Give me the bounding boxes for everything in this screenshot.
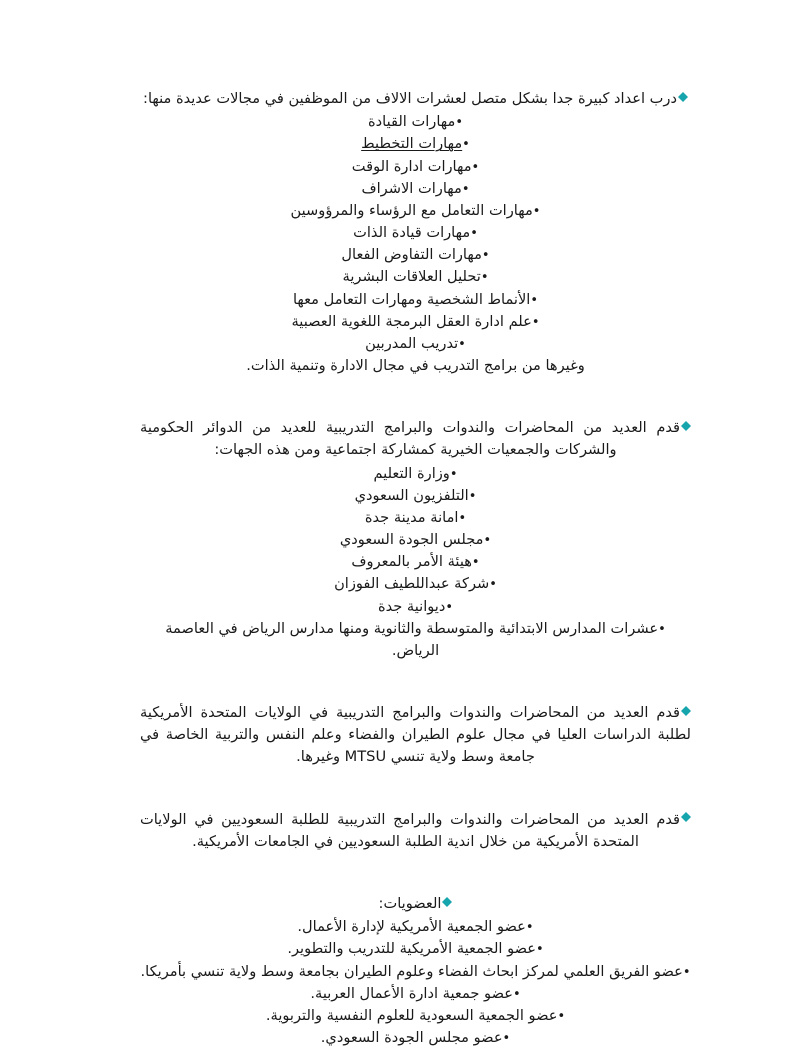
section-lead-paragraph bbox=[140, 88, 691, 110]
dot-bullet-icon: • bbox=[530, 292, 539, 308]
dot-bullet-icon: • bbox=[682, 964, 691, 980]
dot-bullet-icon: • bbox=[536, 942, 544, 958]
list-item-label: مهارات الاشراف bbox=[361, 179, 462, 197]
list-item bbox=[140, 133, 691, 155]
list-item-label: امانة مدينة جدة bbox=[364, 508, 459, 526]
dot-bullet-icon: • bbox=[532, 203, 541, 219]
list-item-label: عضو مجلس الجودة السعودي. bbox=[320, 1029, 503, 1047]
document-body bbox=[140, 88, 691, 1049]
list-item-label: عضو الجمعية السعودية للعلوم النفسية والتربوية. bbox=[265, 1006, 558, 1024]
section-lead-paragraph bbox=[140, 893, 691, 915]
list-item-label: تدريب المدربين bbox=[365, 334, 459, 352]
dot-bullet-icon: • bbox=[531, 314, 540, 330]
list-item bbox=[140, 244, 691, 266]
list-item bbox=[140, 463, 691, 485]
section-training-experience bbox=[140, 88, 691, 377]
list-item bbox=[140, 983, 691, 1005]
section-lead-paragraph bbox=[140, 809, 691, 853]
section-lectures-saudi bbox=[140, 417, 691, 662]
saudi-organizations-list bbox=[140, 463, 691, 663]
diamond-bullet-icon bbox=[678, 87, 688, 97]
list-item bbox=[140, 156, 691, 178]
dot-bullet-icon: • bbox=[458, 510, 467, 526]
section-spacer bbox=[140, 789, 691, 809]
dot-bullet-icon: • bbox=[658, 621, 666, 637]
list-item-label: مهارات ادارة الوقت bbox=[351, 157, 472, 175]
list-item-label: مجلس الجودة السعودي bbox=[339, 531, 484, 549]
diamond-bullet-icon bbox=[681, 416, 691, 426]
list-item bbox=[140, 200, 691, 222]
section-lead-text: العضويات: bbox=[378, 894, 442, 912]
section-lead-paragraph bbox=[140, 702, 691, 769]
list-item-label: هيئة الأمر بالمعروف bbox=[351, 553, 472, 571]
list-item bbox=[140, 507, 691, 529]
list-item bbox=[140, 551, 691, 573]
diamond-bullet-icon bbox=[681, 701, 691, 711]
list-item bbox=[140, 311, 691, 333]
list-item-label: عضو الفريق العلمي لمركز ابحاث الفضاء وعلوم الطيران بجامعة وسط ولاية تنسي بأمريكا. bbox=[140, 962, 683, 980]
list-item bbox=[140, 266, 691, 288]
list-item bbox=[140, 916, 691, 938]
list-item bbox=[140, 596, 691, 618]
list-item-label: مهارات التعامل مع الرؤساء والمرؤوسين bbox=[290, 201, 533, 219]
list-item bbox=[140, 222, 691, 244]
list-item bbox=[140, 573, 691, 595]
section-lead-paragraph bbox=[140, 417, 691, 461]
list-item-label: مهارات قيادة الذات bbox=[353, 224, 471, 242]
section-spacer bbox=[140, 397, 691, 417]
training-topics-list bbox=[140, 111, 691, 355]
list-item bbox=[140, 529, 691, 551]
dot-bullet-icon: • bbox=[458, 336, 466, 352]
list-item-label: التلفزيون السعودي bbox=[354, 486, 469, 504]
section-lead-text: قدم العديد من المحاضرات والندوات والبرامج التدريبية في الولايات المتحدة الأمريكية لطلبة الدراسات العليا في مجال علوم الطيران والفضاء وعلم النفس والتربية الخاصة في جامعة وسط ولاية تنسي MTSU وغيرها. bbox=[140, 704, 691, 766]
dot-bullet-icon: • bbox=[461, 181, 470, 197]
list-item bbox=[140, 289, 691, 311]
diamond-bullet-icon bbox=[442, 892, 452, 902]
list-item-label: علم ادارة العقل البرمجة اللغوية العصبية bbox=[291, 312, 532, 330]
list-item bbox=[140, 485, 691, 507]
dot-bullet-icon: • bbox=[483, 533, 492, 549]
dot-bullet-icon: • bbox=[557, 1008, 566, 1024]
list-item-label: تحليل العلاقات البشرية bbox=[342, 268, 481, 286]
section-lead-text: قدم العديد من المحاضرات والندوات والبرامج التدريبية للطلبة السعوديين في الولايات المتحدة الأمريكية من خلال اندية الطلبة السعوديين في الجامعات الأمريكية. bbox=[140, 810, 680, 850]
dot-bullet-icon: • bbox=[468, 488, 477, 504]
list-item-label: عشرات المدارس الابتدائية والمتوسطة والثانوية ومنها مدارس الرياض في العاصمة الرياض. bbox=[165, 619, 659, 659]
dot-bullet-icon: • bbox=[471, 159, 480, 175]
dot-bullet-icon: • bbox=[512, 986, 521, 1002]
dot-bullet-icon: • bbox=[471, 555, 480, 571]
list-item bbox=[140, 333, 691, 355]
section-lectures-usa-grad bbox=[140, 702, 691, 769]
section-spacer bbox=[140, 682, 691, 702]
dot-bullet-icon: • bbox=[445, 599, 454, 615]
dot-bullet-icon: • bbox=[525, 920, 534, 936]
section-memberships bbox=[140, 893, 691, 1049]
memberships-list bbox=[140, 916, 691, 1049]
section-tail-text: وغيرها من برامج التدريب في مجال الادارة وتنمية الذات. bbox=[246, 357, 585, 375]
dot-bullet-icon: • bbox=[481, 248, 490, 264]
list-item-label: مهارات القيادة bbox=[367, 113, 456, 131]
list-item-label: وزارة التعليم bbox=[373, 464, 450, 482]
dot-bullet-icon: • bbox=[489, 577, 497, 593]
list-item-label: الأنماط الشخصية ومهارات التعامل معها bbox=[292, 290, 531, 308]
list-item bbox=[140, 618, 691, 662]
list-item bbox=[140, 961, 691, 983]
list-item-label: مهارات التفاوض الفعال bbox=[341, 246, 482, 264]
list-item bbox=[140, 178, 691, 200]
dot-bullet-icon: • bbox=[502, 1031, 511, 1047]
list-item bbox=[140, 938, 691, 960]
list-item bbox=[140, 111, 691, 133]
list-item-label: عضو الجمعية الأمريكية لإدارة الأعمال. bbox=[297, 918, 526, 936]
list-item-label: شركة عبداللطيف الفوزان bbox=[334, 575, 490, 593]
dot-bullet-icon: • bbox=[462, 137, 470, 153]
dot-bullet-icon: • bbox=[449, 466, 458, 482]
list-item-label: عضو الجمعية الأمريكية للتدريب والتطوير. bbox=[287, 940, 536, 958]
list-item-label: عضو جمعية ادارة الأعمال العربية. bbox=[310, 984, 513, 1002]
section-lead-text: درب اعداد كبيرة جدا بشكل متصل لعشرات الالاف من الموظفين في مجالات عديدة منها: bbox=[143, 90, 677, 107]
list-item-label: مهارات التخطيط bbox=[361, 135, 463, 153]
dot-bullet-icon: • bbox=[455, 115, 464, 131]
dot-bullet-icon: • bbox=[470, 226, 478, 242]
list-item-label: ديوانية جدة bbox=[377, 597, 446, 615]
section-lead-text: قدم العديد من المحاضرات والندوات والبرامج التدريبية للعديد من الدوائر الحكومية والشركات والجمعيات الخيرية كمشاركة اجتماعية ومن هذه الجهات: bbox=[140, 419, 680, 459]
section-lectures-usa-saudi-students bbox=[140, 809, 691, 853]
dot-bullet-icon: • bbox=[480, 270, 489, 286]
diamond-bullet-icon bbox=[681, 807, 691, 817]
section-spacer bbox=[140, 873, 691, 893]
list-item bbox=[140, 1027, 691, 1049]
